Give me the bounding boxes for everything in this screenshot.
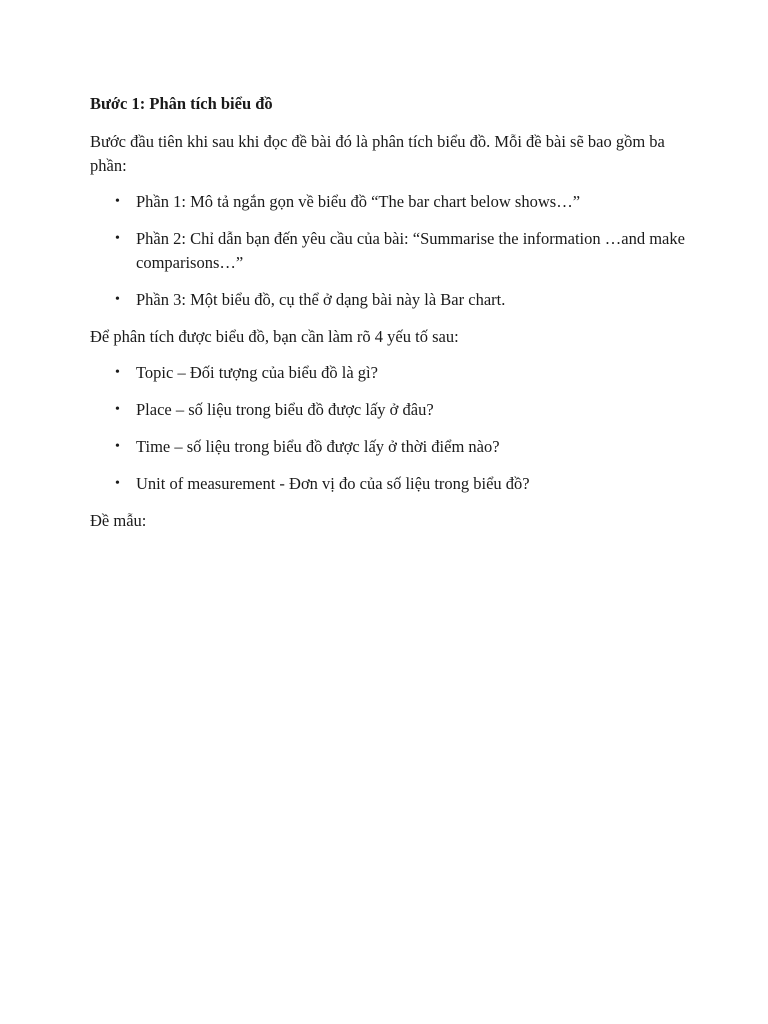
bullet-icon: • [115, 231, 120, 246]
bullet-icon: • [115, 194, 120, 209]
list-item [90, 190, 690, 214]
list-item-text: Place – số liệu trong biểu đồ được lấy ở đâu? [136, 400, 434, 419]
bullet-icon: • [115, 476, 120, 491]
list-item-text: Phần 3: Một biểu đồ, cụ thể ở dạng bài này là Bar chart. [136, 290, 506, 309]
list-item [90, 227, 690, 275]
parts-list [90, 190, 690, 312]
list-item [90, 472, 690, 496]
list-item-text: Time – số liệu trong biểu đồ được lấy ở thời điểm nào? [136, 437, 500, 456]
list-item-text: Phần 1: Mô tả ngắn gọn về biểu đồ “The bar chart below shows…” [136, 192, 581, 211]
bullet-icon: • [115, 292, 120, 307]
factors-list [90, 361, 690, 496]
section-heading: Bước 1: Phân tích biểu đồ [90, 94, 273, 113]
list-item [90, 361, 690, 385]
list-item-text: Unit of measurement - Đơn vị đo của số liệu trong biểu đồ? [136, 474, 530, 493]
list-item [90, 435, 690, 459]
list-item-text: Topic – Đối tượng của biểu đồ là gì? [136, 363, 378, 382]
document-page [90, 92, 690, 545]
bullet-icon: • [115, 439, 120, 454]
list-item-text: Phần 2: Chỉ dẫn bạn đến yêu cầu của bài: “Summarise the information …and make comparisons…” [136, 229, 685, 272]
intro-paragraph: Bước đầu tiên khi sau khi đọc đề bài đó là phân tích biểu đồ. Mỗi đề bài sẽ bao gồm ba phần: [90, 132, 665, 175]
list-item [90, 398, 690, 422]
bullet-icon: • [115, 365, 120, 380]
list-item [90, 288, 690, 312]
bullet-icon: • [115, 402, 120, 417]
analysis-intro-paragraph: Để phân tích được biểu đồ, bạn cần làm rõ 4 yếu tố sau: [90, 327, 459, 346]
sample-label: Đề mẫu: [90, 511, 147, 530]
